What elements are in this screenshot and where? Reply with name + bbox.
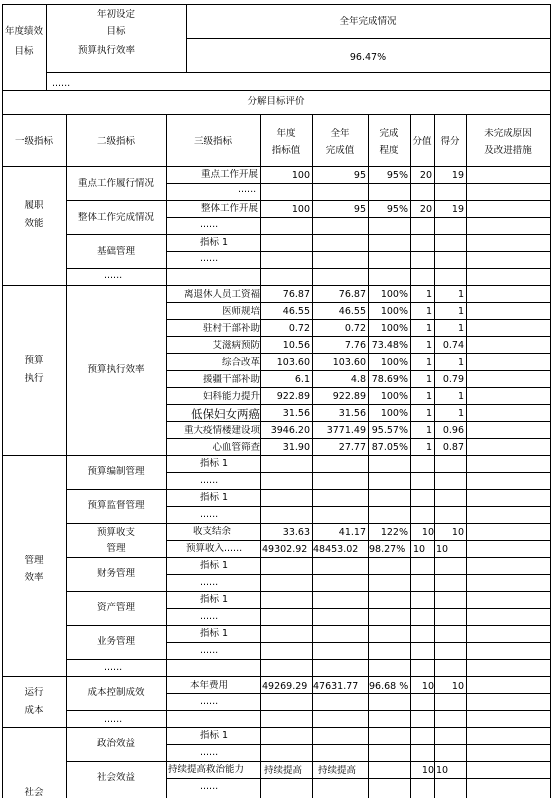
annual-target-label: 年度绩效目标 (4, 26, 43, 57)
dots: ...... (200, 781, 219, 792)
budget-item-plan: 46.55 (282, 306, 310, 317)
budget-income-l3: 预算收入...... (186, 543, 243, 554)
budget-item-rate: 100% (380, 408, 408, 419)
grid-line (66, 761, 550, 762)
grid-line (166, 506, 550, 507)
social-benefit-weight: 10 (421, 765, 434, 776)
grid-line (166, 319, 550, 320)
grid-line (66, 114, 67, 798)
budget-item-name: 医师规培 (221, 306, 260, 317)
grid-line (2, 4, 3, 798)
grid-line (166, 387, 550, 388)
grid-line (66, 523, 550, 524)
dots: ...... (238, 184, 257, 195)
budget-item-plan: 10.56 (282, 340, 310, 351)
overall-score: 19 (451, 204, 464, 215)
indicator-1: 指标 1 (200, 730, 229, 741)
grid-line (166, 472, 550, 473)
budget-item-weight: 1 (425, 442, 432, 453)
grid-line (166, 693, 550, 694)
budget-item-weight: 1 (425, 357, 432, 368)
budget-l1-b: 执行 (24, 373, 44, 384)
budget-item-name: 驻村干部补助 (202, 323, 260, 334)
indicator-1: 指标 1 (200, 560, 229, 571)
grid-line (166, 370, 550, 371)
dots: ...... (200, 509, 219, 520)
indicator-1: 指标 1 (200, 594, 229, 605)
budget-item-score: 0.74 (442, 340, 464, 351)
politics-l2: 政治效益 (96, 738, 135, 749)
social-benefit-plan: 持续提高 (264, 765, 303, 776)
grid-line (166, 574, 550, 575)
header-weight: 分值 (412, 136, 432, 147)
budget-item-weight: 1 (425, 425, 432, 436)
grid-line (166, 302, 550, 303)
budget-item-weight: 1 (425, 306, 432, 317)
key-work-weight: 20 (419, 170, 432, 181)
budget-prep-l2: 预算编制管理 (87, 466, 145, 477)
header-reason-2: 及改进措施 (484, 145, 532, 156)
budget-item-score: 1 (457, 289, 464, 300)
budget-item-rate: 100% (380, 391, 408, 402)
budget-item-actual: 3771.49 (326, 425, 366, 436)
header-level3: 三级指标 (193, 136, 232, 147)
grid-line (66, 659, 550, 660)
budget-l2: 预算执行效率 (87, 364, 145, 375)
dots: ...... (200, 645, 219, 656)
grid-line (166, 642, 550, 643)
budget-item-weight: 1 (425, 323, 432, 334)
balance-weight: 10 (421, 527, 434, 538)
budget-item-score: 1 (457, 306, 464, 317)
grid-line (166, 353, 550, 354)
cost-score: 10 (451, 681, 464, 692)
initial-target-header-line2: 目标 (106, 26, 126, 37)
dots: ...... (200, 747, 219, 758)
grid-line (186, 38, 550, 39)
budget-item-name: 心血管筛查 (212, 442, 260, 453)
overall-work-l3: 整体工作开展 (200, 203, 258, 214)
budget-supervise-l2: 预算监督管理 (87, 500, 145, 511)
indicator-1: 指标 1 (200, 458, 229, 469)
social-benefit-actual: 持续提高 (318, 765, 357, 776)
cost-rate: 96.68 % (369, 681, 409, 692)
grid-line (166, 404, 550, 405)
dots: ...... (104, 714, 123, 725)
grid-line (46, 4, 47, 90)
overall-work-l2: 整体工作完成情况 (77, 212, 154, 223)
budget-item-score: 1 (457, 408, 464, 419)
grid-line (66, 557, 550, 558)
balance-l3: 收支结余 (193, 526, 232, 537)
budget-item-plan: 3946.20 (270, 425, 310, 436)
target-item: 预算执行效率 (78, 45, 136, 56)
dots: ...... (200, 475, 219, 486)
budget-item-rate: 78.69% (371, 374, 408, 385)
budget-income-weight: 10 (413, 544, 426, 555)
budget-item-weight: 1 (425, 374, 432, 385)
budget-item-name: 综合改革 (221, 357, 260, 368)
budget-item-name: 低保妇女两癌 (191, 408, 260, 420)
grid-line (166, 421, 550, 422)
budget-item-rate: 100% (380, 306, 408, 317)
budget-l1-a: 预算 (24, 355, 44, 366)
indicator-1: 指标 1 (200, 628, 229, 639)
grid-line (66, 489, 550, 490)
indicator-1: 指标 1 (200, 492, 229, 503)
dots: ...... (200, 696, 219, 707)
budget-item-weight: 1 (425, 289, 432, 300)
header-actual-1: 全年 (330, 128, 350, 139)
management-l1-b: 效率 (24, 572, 44, 583)
header-reason-1: 未完成原因 (484, 128, 532, 139)
header-score: 得分 (440, 136, 460, 147)
grid-line (166, 217, 550, 218)
cost-l1-a: 运行 (24, 687, 44, 698)
overall-weight: 20 (419, 204, 432, 215)
dots: ...... (104, 662, 123, 673)
grid-line (166, 183, 550, 184)
budget-item-weight: 1 (425, 408, 432, 419)
performance-l1-b: 效能 (24, 218, 44, 229)
budget-item-plan: 922.89 (276, 391, 310, 402)
budget-item-plan: 6.1 (294, 374, 310, 385)
grid-line (66, 625, 550, 626)
budget-income-plan: 49302.92 (262, 544, 308, 555)
budget-item-plan: 31.56 (282, 408, 310, 419)
dots: ...... (104, 270, 123, 281)
cost-l1-b: 成本 (24, 705, 44, 716)
grid-line (2, 727, 550, 728)
budget-item-actual: 46.55 (338, 306, 366, 317)
budget-item-name: 重大疫情楼建设项 (183, 425, 260, 436)
grid-line (66, 200, 550, 201)
dots: ...... (200, 611, 219, 622)
grid-line (46, 72, 550, 73)
budget-item-score: 1 (457, 357, 464, 368)
budget-item-score: 0.79 (442, 374, 464, 385)
budget-item-actual: 7.76 (344, 340, 366, 351)
overall-rate: 95% (386, 204, 408, 215)
social-benefit-l2: 社会效益 (96, 772, 135, 783)
initial-target-header-line1: 年初设定 (96, 9, 135, 20)
key-work-l3: 重点工作开展 (200, 169, 258, 180)
key-work-actual: 95 (353, 170, 366, 181)
grid-line (166, 778, 550, 779)
grid-line (166, 608, 550, 609)
grid-line (166, 336, 550, 337)
grid-line (66, 710, 550, 711)
grid-line (166, 744, 550, 745)
grid-line (166, 438, 550, 439)
budget-item-name: 援疆干部补助 (202, 374, 260, 385)
budget-item-score: 0.96 (442, 425, 464, 436)
balance-plan: 33.63 (282, 527, 310, 538)
key-work-score: 19 (451, 170, 464, 181)
budget-item-score: 0.87 (442, 442, 464, 453)
budget-item-actual: 31.56 (338, 408, 366, 419)
grid-line (2, 114, 550, 115)
balance-rate: 122% (380, 527, 408, 538)
budget-item-score: 1 (457, 391, 464, 402)
balance-actual: 41.17 (338, 527, 366, 538)
budget-item-plan: 0.72 (288, 323, 310, 334)
dots: ...... (200, 253, 219, 264)
target-completion-value: 96.47% (349, 52, 387, 63)
budget-item-score: 1 (457, 323, 464, 334)
budget-item-plan: 103.60 (276, 357, 310, 368)
budget-item-rate: 100% (380, 323, 408, 334)
budget-income-actual: 48453.02 (313, 544, 359, 555)
grid-line (66, 234, 550, 235)
grid-line (2, 166, 550, 167)
annual-completion-header: 全年完成情况 (339, 16, 397, 27)
management-l1-a: 管理 (24, 555, 44, 566)
header-level2: 二级指标 (96, 136, 135, 147)
budget-item-plan: 31.90 (282, 442, 310, 453)
social-benefit-score: 10 (436, 765, 449, 776)
overall-actual: 95 (353, 204, 366, 215)
budget-item-rate: 87.05% (371, 442, 408, 453)
grid-line (66, 591, 550, 592)
budget-item-weight: 1 (425, 340, 432, 351)
budget-item-name: 妇科能力提升 (202, 391, 260, 402)
key-work-plan: 100 (291, 170, 310, 181)
budget-item-name: 艾滋病预防 (212, 340, 260, 351)
budget-item-actual: 4.8 (350, 374, 366, 385)
grid-line (2, 285, 550, 286)
section-title: 分解目标评价 (247, 96, 305, 107)
budget-income-score: 10 (436, 544, 449, 555)
cost-l2: 成本控制成效 (87, 687, 145, 698)
budget-item-actual: 0.72 (344, 323, 366, 334)
assets-l2: 资产管理 (96, 602, 135, 613)
budget-item-plan: 76.87 (282, 289, 310, 300)
cost-actual: 47631.77 (313, 681, 359, 692)
performance-l1-a: 履职 (24, 200, 44, 211)
income-l2-b: 管理 (106, 543, 126, 554)
grid-line (66, 268, 550, 269)
header-plan-1: 年度 (276, 128, 296, 139)
budget-item-rate: 100% (380, 357, 408, 368)
budget-item-actual: 76.87 (338, 289, 366, 300)
grid-line (166, 251, 550, 252)
cost-l3: 本年费用 (190, 680, 229, 691)
budget-income-rate: 98.27% (369, 544, 406, 555)
header-rate-2: 程度 (379, 145, 399, 156)
cost-weight: 10 (421, 681, 434, 692)
income-l2-a: 预算收支 (96, 527, 135, 538)
business-l2: 业务管理 (96, 636, 135, 647)
budget-item-rate: 95.57% (371, 425, 408, 436)
finance-l2: 财务管理 (96, 568, 135, 579)
social-benefit-l3: 持续提高救治能力 (168, 764, 245, 775)
grid-line (166, 540, 550, 541)
budget-item-rate: 73.48% (371, 340, 408, 351)
grid-line (2, 676, 550, 677)
more-placeholder: ...... (52, 78, 71, 89)
dots: ...... (200, 577, 219, 588)
indicator-1: 指标 1 (200, 237, 229, 248)
budget-item-actual: 103.60 (332, 357, 366, 368)
dots: ...... (200, 219, 219, 230)
key-work-l2: 重点工作履行情况 (77, 178, 154, 189)
overall-plan: 100 (291, 204, 310, 215)
budget-item-actual: 27.77 (338, 442, 366, 453)
budget-item-weight: 1 (425, 391, 432, 402)
balance-score: 10 (451, 527, 464, 538)
cost-plan: 49269.29 (262, 681, 308, 692)
header-actual-2: 完成值 (325, 145, 355, 156)
key-work-rate: 95% (386, 170, 408, 181)
header-rate-1: 完成 (379, 128, 399, 139)
budget-item-name: 离退休人员工资福 (183, 289, 260, 300)
header-level1: 一级指标 (14, 136, 53, 147)
grid-line (550, 4, 551, 798)
grid-line (2, 4, 550, 5)
social-l1: 社会 (24, 787, 44, 798)
header-plan-2: 指标值 (271, 145, 301, 156)
budget-item-actual: 922.89 (332, 391, 366, 402)
grid-line (2, 455, 550, 456)
basic-management-l2: 基础管理 (96, 246, 135, 257)
grid-line (2, 90, 550, 91)
budget-item-rate: 100% (380, 289, 408, 300)
